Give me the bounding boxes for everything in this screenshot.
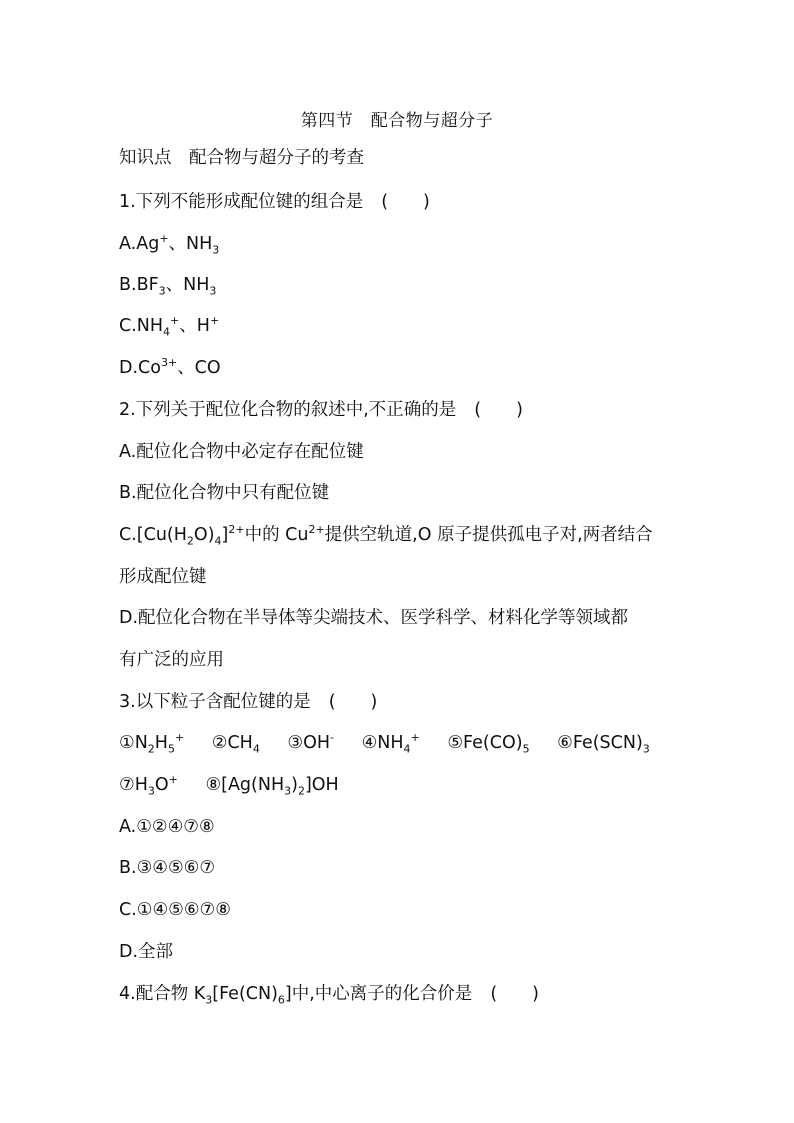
superscript: + [174, 731, 185, 745]
option-text: 、NH [168, 234, 213, 254]
option-text: D.Co [119, 358, 161, 378]
particle-item: ①N [119, 733, 148, 753]
section-title: 第四节 配合物与超分子 [300, 111, 494, 131]
question-2-option-b: B.配位化合物中只有配位键 [119, 483, 330, 503]
subscript: 4 [403, 742, 411, 756]
question-2-option-a: A.配位化合物中必定存在配位键 [119, 442, 364, 462]
superscript: + [209, 314, 220, 328]
question-2-option-d-continued: 有广泛的应用 [119, 650, 224, 670]
question-2-option-d: D.配位化合物在半导体等尖端技术、医学科学、材料化学等领域都 [119, 608, 629, 628]
particle-item: ]OH [304, 775, 339, 795]
superscript: + [159, 232, 169, 246]
question-3-option-d: D.全部 [119, 942, 174, 962]
particle-item: ⑤Fe(CO) [447, 733, 523, 753]
option-text: C.NH [119, 316, 164, 336]
option-text: 提供空轨道,O 原子提供孤电子对,两者结合 [324, 525, 653, 545]
subscript: 3 [147, 784, 155, 798]
option-text: O) [193, 525, 215, 545]
question-2-text: 2.下列关于配位化合物的叙述中,不正确的是 [119, 400, 457, 420]
particle-item: ⑥Fe(SCN) [557, 733, 643, 753]
subscript: 3 [284, 784, 292, 798]
answer-paren: ( ) [381, 192, 430, 212]
question-3-option-b: B.③④⑤⑥⑦ [119, 858, 216, 878]
question-1-option-b [119, 273, 216, 297]
subscript: 3 [158, 284, 166, 298]
particle-item: ) [291, 775, 298, 795]
superscript: - [330, 731, 335, 745]
question-1-option-d [119, 356, 221, 380]
subscript: 3 [642, 742, 650, 756]
subscript: 2 [186, 534, 194, 548]
option-text: C.[Cu(H [119, 525, 187, 545]
question-3-particles-row-2 [119, 773, 339, 797]
subscript: 2 [147, 742, 155, 756]
option-text: 、NH [165, 275, 210, 295]
subscript: 3 [209, 284, 217, 298]
subscript: 4 [163, 325, 171, 339]
option-text: A.Ag [119, 234, 160, 254]
question-3-option-a: A.①②④⑦⑧ [119, 817, 215, 837]
question-1-stem [119, 190, 430, 214]
subscript: 3 [212, 243, 220, 257]
superscript: + [410, 731, 420, 745]
question-1-option-c [119, 314, 219, 338]
particle-item: ②CH [211, 733, 253, 753]
option-text: ] [221, 525, 229, 545]
answer-paren: ( ) [328, 692, 378, 712]
question-4-text: 4.配合物 K [119, 984, 206, 1004]
question-4-text: ]中,中心离子的化合价是 [284, 984, 473, 1004]
subscript: 5 [167, 742, 175, 756]
question-1-option-a [119, 232, 219, 256]
particle-item: ⑦H [119, 775, 148, 795]
option-text: 、CO [177, 358, 221, 378]
superscript: + [170, 314, 180, 328]
superscript: + [168, 773, 178, 787]
particle-item: H [154, 733, 168, 753]
subscript: 4 [214, 534, 222, 548]
particle-item: ④NH [361, 733, 404, 753]
question-3-text: 3.以下粒子含配位键的是 [119, 692, 311, 712]
superscript: 2+ [308, 523, 325, 537]
subscript: 5 [522, 742, 530, 756]
question-3-option-c: C.①④⑤⑥⑦⑧ [119, 900, 231, 920]
subscript: 3 [205, 993, 213, 1007]
question-1-text: 1.下列不能形成配位键的组合是 [119, 192, 364, 212]
particle-item: O [154, 775, 169, 795]
superscript: 3+ [160, 356, 178, 370]
question-4-text: [Fe(CN) [212, 984, 278, 1004]
option-text: B.BF [119, 275, 159, 295]
option-text: 、H [179, 316, 210, 336]
subscript: 6 [277, 993, 285, 1007]
superscript: 2+ [228, 523, 245, 537]
question-2-option-c-continued: 形成配位键 [119, 567, 207, 587]
question-3-stem [119, 690, 377, 714]
option-text: 中的 Cu [244, 525, 309, 545]
particle-item: ⑧[Ag(NH [205, 775, 285, 795]
subscript: 2 [297, 784, 305, 798]
question-2-stem [119, 398, 523, 422]
answer-paren: ( ) [490, 984, 539, 1004]
knowledge-point-heading: 知识点 配合物与超分子的考查 [119, 148, 364, 168]
question-2-option-c [119, 523, 653, 547]
subscript: 4 [252, 742, 260, 756]
question-4-stem [119, 982, 539, 1006]
particle-item: ③OH [287, 733, 331, 753]
answer-paren: ( ) [474, 400, 523, 420]
question-3-particles-row-1 [119, 731, 650, 755]
